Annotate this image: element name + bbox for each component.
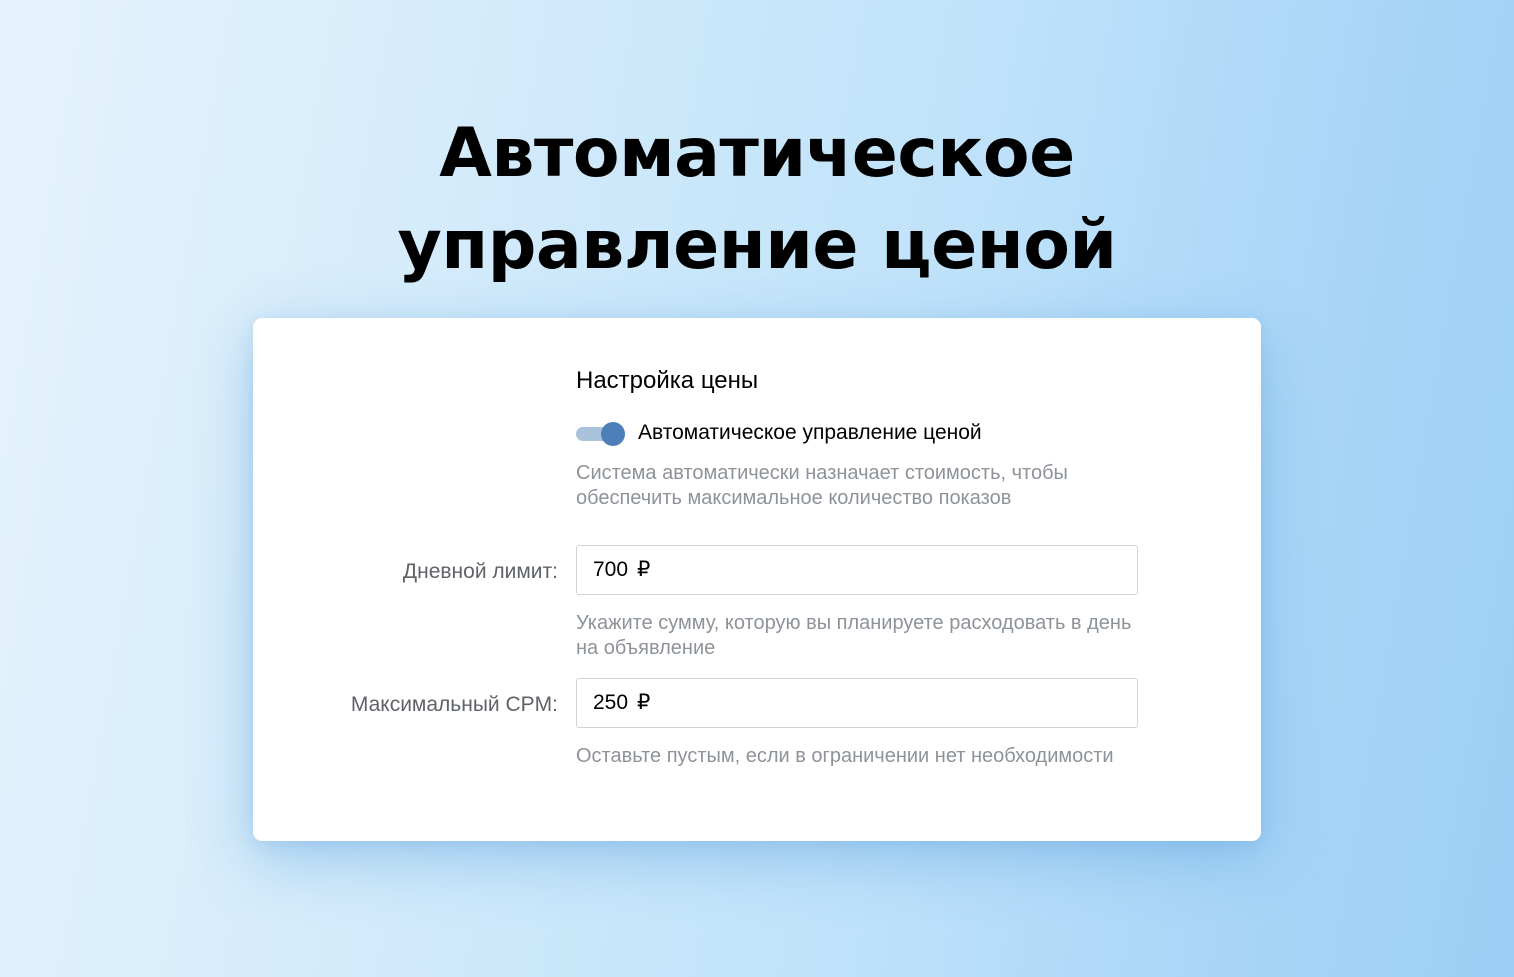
ruble-sign: ₽ bbox=[637, 558, 651, 581]
max-cpm-hint: Оставьте пустым, если в ограничении нет необходимости bbox=[576, 745, 1114, 767]
daily-limit-value[interactable]: 700 bbox=[593, 558, 629, 581]
max-cpm-value[interactable]: 250 bbox=[593, 691, 629, 714]
headline-line-2: управление ценой bbox=[397, 205, 1117, 285]
auto-price-toggle-row[interactable] bbox=[576, 420, 982, 446]
daily-limit-hint: Укажите сумму, которую вы планируете расходовать в день на объявление bbox=[576, 612, 1132, 659]
max-cpm-label: Максимальный CPM: bbox=[350, 693, 558, 716]
headline-line-1: Автоматическое bbox=[439, 113, 1075, 193]
max-cpm-input[interactable] bbox=[576, 678, 1138, 728]
auto-price-hint: Система автоматически назначает стоимость, чтобы обеспечить максимальное количество показов bbox=[576, 462, 1068, 509]
auto-price-toggle-label[interactable]: Автоматическое управление ценой bbox=[638, 421, 982, 444]
price-settings-card bbox=[253, 318, 1261, 841]
page-headline bbox=[0, 108, 1514, 292]
auto-price-toggle[interactable] bbox=[576, 420, 626, 446]
daily-limit-label: Дневной лимит: bbox=[402, 560, 558, 583]
daily-limit-input[interactable] bbox=[576, 545, 1138, 595]
ruble-sign: ₽ bbox=[637, 691, 651, 714]
section-title: Настройка цены bbox=[576, 367, 759, 394]
toggle-knob[interactable] bbox=[601, 422, 625, 446]
